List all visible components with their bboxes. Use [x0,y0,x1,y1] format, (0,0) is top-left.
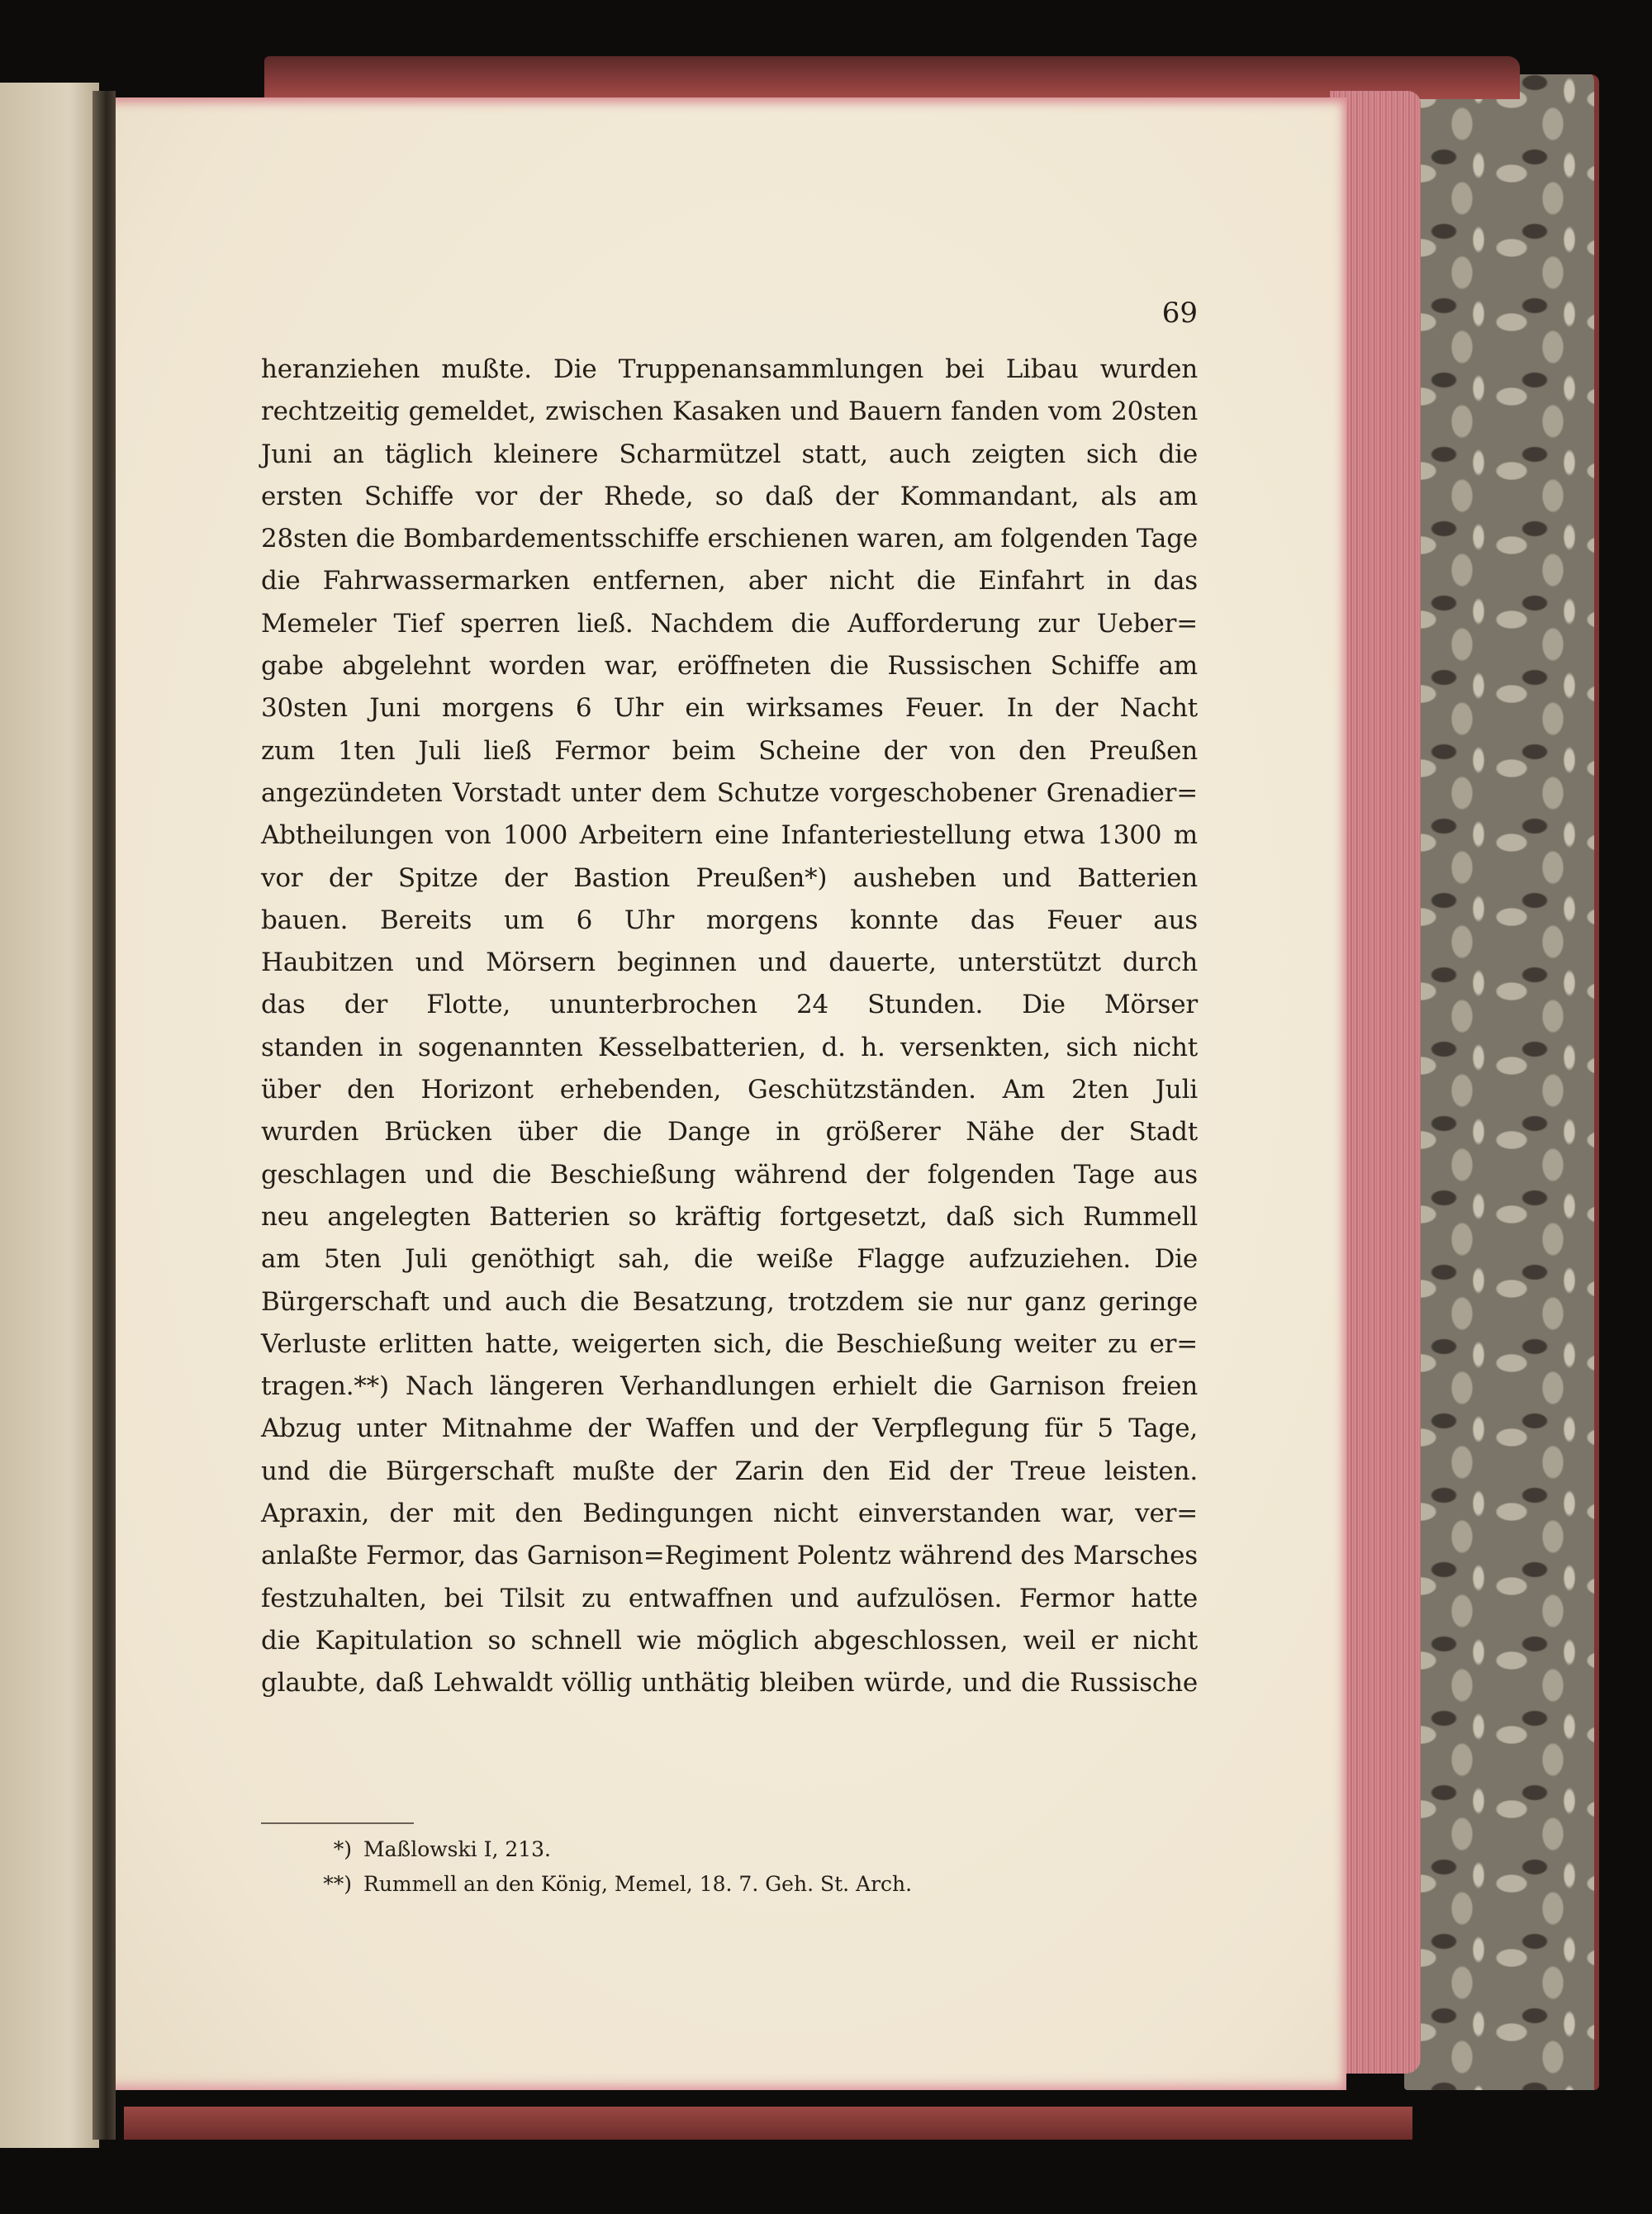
text-line: bauen. Bereits um 6 Uhr morgens konnte das Feuer aus [261,905,1198,935]
text-line: geschlagen und die Beschießung während der folgenden Tage aus [261,1159,1198,1190]
body-text [261,349,1198,1705]
footnote [311,1832,1137,1867]
text-line: tragen.**) Nach längeren Verhandlungen erhielt die Garnison freien [261,1371,1198,1402]
text-line: Apraxin, der mit den Bedingungen nicht einverstanden war, ver= [261,1499,1198,1529]
text-line: Memeler Tief sperren ließ. Nachdem die Aufforderung zur Ueber= [261,608,1198,639]
footnote-rule [261,1822,414,1824]
text-line: am 5ten Juli genöthigt sah, die weiße Flagge aufzuziehen. Die [261,1244,1198,1275]
text-line: anlaßte Fermor, das Garnison=Regiment Polentz während des Marsches [261,1541,1198,1571]
text-line: Bürgerschaft und auch die Besatzung, trotzdem sie nur ganz geringe [261,1286,1198,1317]
text-line: 30sten Juni morgens 6 Uhr ein wirksames Feuer. In der Nacht [261,693,1198,724]
cover-bottom-edge [124,2107,1412,2140]
text-line: glaubte, daß Lehwaldt völlig unthätig bleiben würde, und die Russische [261,1668,1198,1699]
page-number: 69 [1161,297,1198,330]
text-line: 28sten die Bombardementsschiffe erschienen waren, am folgenden Tage [261,524,1198,554]
text-line: angezündeten Vorstadt unter dem Schutze vorgeschobener Grenadier= [261,777,1198,808]
text-line: vor der Spitze der Bastion Preußen*) ausheben und Batterien [261,862,1198,893]
previous-page-edge [0,83,99,2148]
text-line: die Fahrwassermarken entfernen, aber nicht die Einfahrt in das [261,566,1198,596]
text-line: gabe abgelehnt worden war, eröffneten die Russischen Schiffe am [261,651,1198,682]
text-line: wurden Brücken über die Dange in größerer Nähe der Stadt [261,1117,1198,1147]
text-line: zum 1ten Juli ließ Fermor beim Scheine der von den Preußen [261,735,1198,766]
text-line: und die Bürgerschaft mußte der Zarin den Eid der Treue leisten. [261,1456,1198,1486]
footnote-text: Rummell an den König, Memel, 18. 7. Geh. St. Arch. [363,1872,913,1896]
footnote-mark: *) [333,1837,352,1861]
text-line: Verluste erlitten hatte, weigerten sich, die Beschießung weiter zu er= [261,1328,1198,1359]
footnotes [311,1832,1137,1902]
text-line: Juni an täglich kleinere Scharmützel statt, auch zeigten sich die [261,439,1198,469]
text-line: Abtheilungen von 1000 Arbeitern eine Infanteriestellung etwa 1300 m [261,820,1198,851]
text-line: Abzug unter Mitnahme der Waffen und der Verpflegung für 5 Tage, [261,1413,1198,1444]
text-line: neu angelegten Batterien so kräftig fortgesetzt, daß sich Rummell [261,1201,1198,1232]
text-line: die Kapitulation so schnell wie möglich abgeschlossen, weil er nicht [261,1625,1198,1656]
marbled-cover-board [1404,74,1599,2090]
book-gutter [93,91,116,2140]
footnote [311,1867,1137,1902]
text-line: standen in sogenannten Kesselbatterien, d. h. versenkten, sich nicht [261,1032,1198,1062]
text-line: Haubitzen und Mörsern beginnen und dauerte, unterstützt durch [261,948,1198,978]
text-line: rechtzeitig gemeldet, zwischen Kasaken und Bauern fanden vom 20sten [261,397,1198,427]
footnote-text: Maßlowski I, 213. [363,1837,552,1861]
text-line: das der Flotte, ununterbrochen 24 Stunden. Die Mörser [261,990,1198,1020]
book-page [107,97,1346,2090]
text-line: ersten Schiffe vor der Rhede, so daß der Kommandant, als am [261,481,1198,511]
text-line: heranziehen mußte. Die Truppenansammlungen bei Libau wurden [261,354,1198,384]
text-line: über den Horizont erhebenden, Geschützständen. Am 2ten Juli [261,1075,1198,1105]
footnote-mark: **) [323,1872,352,1896]
text-line: festzuhalten, bei Tilsit zu entwaffnen und aufzulösen. Fermor hatte [261,1583,1198,1613]
